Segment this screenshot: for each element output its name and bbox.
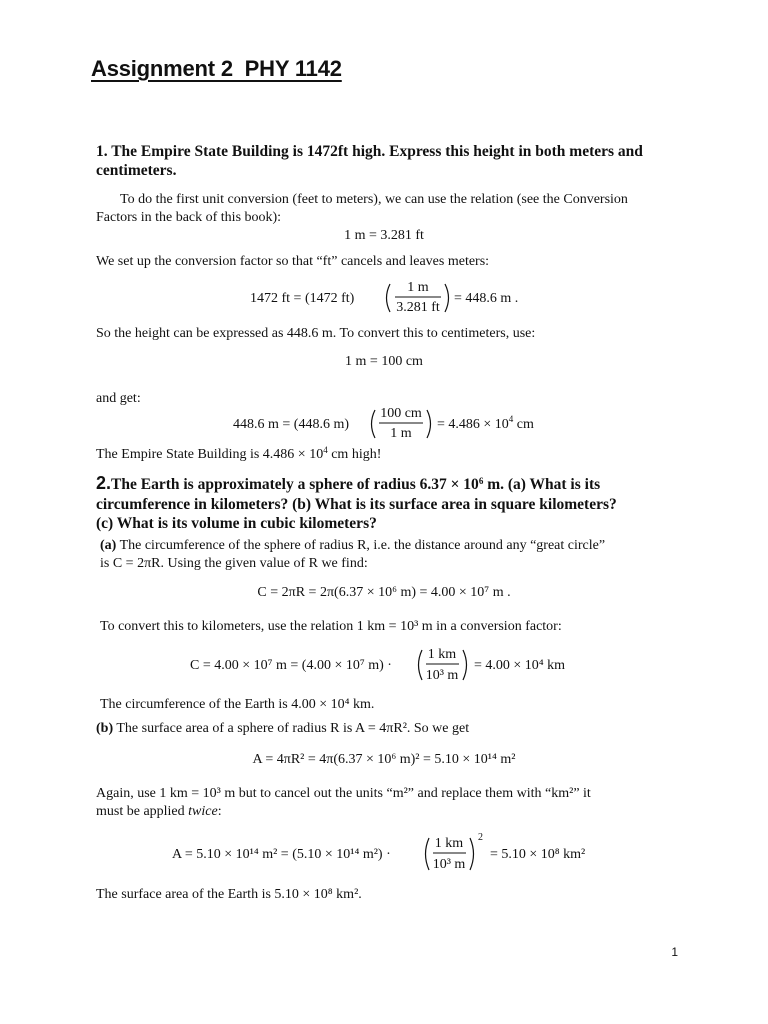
problem-2-question-line: circumference in kilometers? (b) What is its surface area in square kilometers? (96, 496, 617, 513)
problem-1-paragraph: We set up the conversion factor so that “ft” cancels and leaves meters: (96, 254, 490, 269)
part-a-paragraph-line: is C = 2πR. Using the given value of R we find: (100, 556, 368, 571)
equation-surface-area: A = 4πR² = 4π(6.37 × 10⁶ m)² = 5.10 × 10¹⁴ m² (252, 752, 516, 767)
close-paren (463, 650, 467, 680)
problem-1-paragraph: So the height can be expressed as 448.6 m. To convert this to centimeters, use: (96, 326, 536, 341)
problem-1-paragraph-line: Factors in the back of this book): (96, 210, 282, 225)
close-paren (427, 410, 431, 438)
open-paren (387, 284, 391, 312)
problem-2-question-line: (c) What is its volume in cubic kilometers? (96, 515, 377, 532)
problem-1-paragraph: and get: (96, 391, 141, 406)
eq-right: = 448.6 m . (454, 291, 519, 306)
eq-numerator: 1 km (434, 836, 464, 851)
part-b-paragraph-line: (b) The surface area of a sphere of radius R is A = 4πR². So we get (96, 721, 470, 736)
problem-1-conclusion: The Empire State Building is $4.486 \times 10^4$ cm high! (96, 445, 382, 462)
problem-2-question-line: 2.The Earth is approximately a sphere of radius $6.37 \times 10^6$ m. (a) What is its (96, 473, 601, 493)
eq-numerator: 1 km (427, 647, 457, 662)
open-paren (426, 838, 430, 870)
eq-right: = 4.00 × 10⁴ km (474, 658, 566, 673)
equation-meter-feet: 1 m = 3.281 ft (344, 228, 424, 243)
equation-surface-area-km (172, 830, 612, 878)
part-a-conclusion: The circumference of the Earth is 4.00 × 10⁴ km. (100, 697, 375, 712)
eq-left: 1472 ft = (1472 ft) (250, 291, 355, 306)
eq-numerator: 1 m (407, 280, 429, 295)
part-b-conclusion: The surface area of the Earth is 5.10 × 10⁸ km². (96, 887, 362, 902)
eq-right: = $4.486 \times 10^4$ cm (437, 414, 534, 432)
eq-left: C = 4.00 × 10⁷ m = (4.00 × 10⁷ m) · (190, 658, 392, 673)
eq-denominator: 3.281 ft (396, 300, 440, 315)
problem-1-question: 1. The Empire State Building is 1472ft high. Express this height in both meters and centimeters. (96, 143, 643, 179)
eq-right: = 5.10 × 10⁸ km² (490, 847, 586, 862)
eq-left: 448.6 m = (448.6 m) (233, 417, 349, 432)
part-b-paragraph-line: must be applied twice: (96, 804, 222, 819)
page-title: Assignment 2 PHY 1142 (91, 56, 342, 81)
part-b-paragraph-line: Again, use 1 km = 10³ m but to cancel out the units “m²” and replace them with “km²” it (96, 786, 591, 801)
page-number: 1 (671, 945, 678, 959)
eq-left: A = 5.10 × 10¹⁴ m² = (5.10 × 10¹⁴ m²) · (172, 847, 391, 862)
eq-exponent: 2 (478, 832, 483, 843)
close-paren (470, 838, 474, 870)
part-a-paragraph-line: (a) The circumference of the sphere of radius R, i.e. the distance around any “great circle” (100, 538, 606, 553)
equation-feet-to-meters (250, 277, 540, 319)
open-paren (372, 410, 376, 438)
equation-meter-cm: 1 m = 100 cm (345, 354, 423, 369)
eq-denominator: 10³ m (432, 857, 466, 872)
eq-numerator: 100 cm (380, 406, 422, 421)
open-paren (419, 650, 423, 680)
equation-circumference-km (190, 643, 590, 687)
eq-denominator: 1 m (390, 426, 412, 441)
eq-denominator: 10³ m (425, 668, 459, 683)
equation-meters-to-cm (233, 403, 563, 445)
problem-1-paragraph-line: To do the first unit conversion (feet to meters), we can use the relation (see the Conversion (120, 192, 628, 207)
close-paren (445, 284, 449, 312)
part-a-paragraph-line: To convert this to kilometers, use the relation 1 km = 10³ m in a conversion factor: (100, 619, 562, 634)
equation-circumference: C = 2πR = 2π(6.37 × 10⁶ m) = 4.00 × 10⁷ m . (257, 585, 511, 600)
